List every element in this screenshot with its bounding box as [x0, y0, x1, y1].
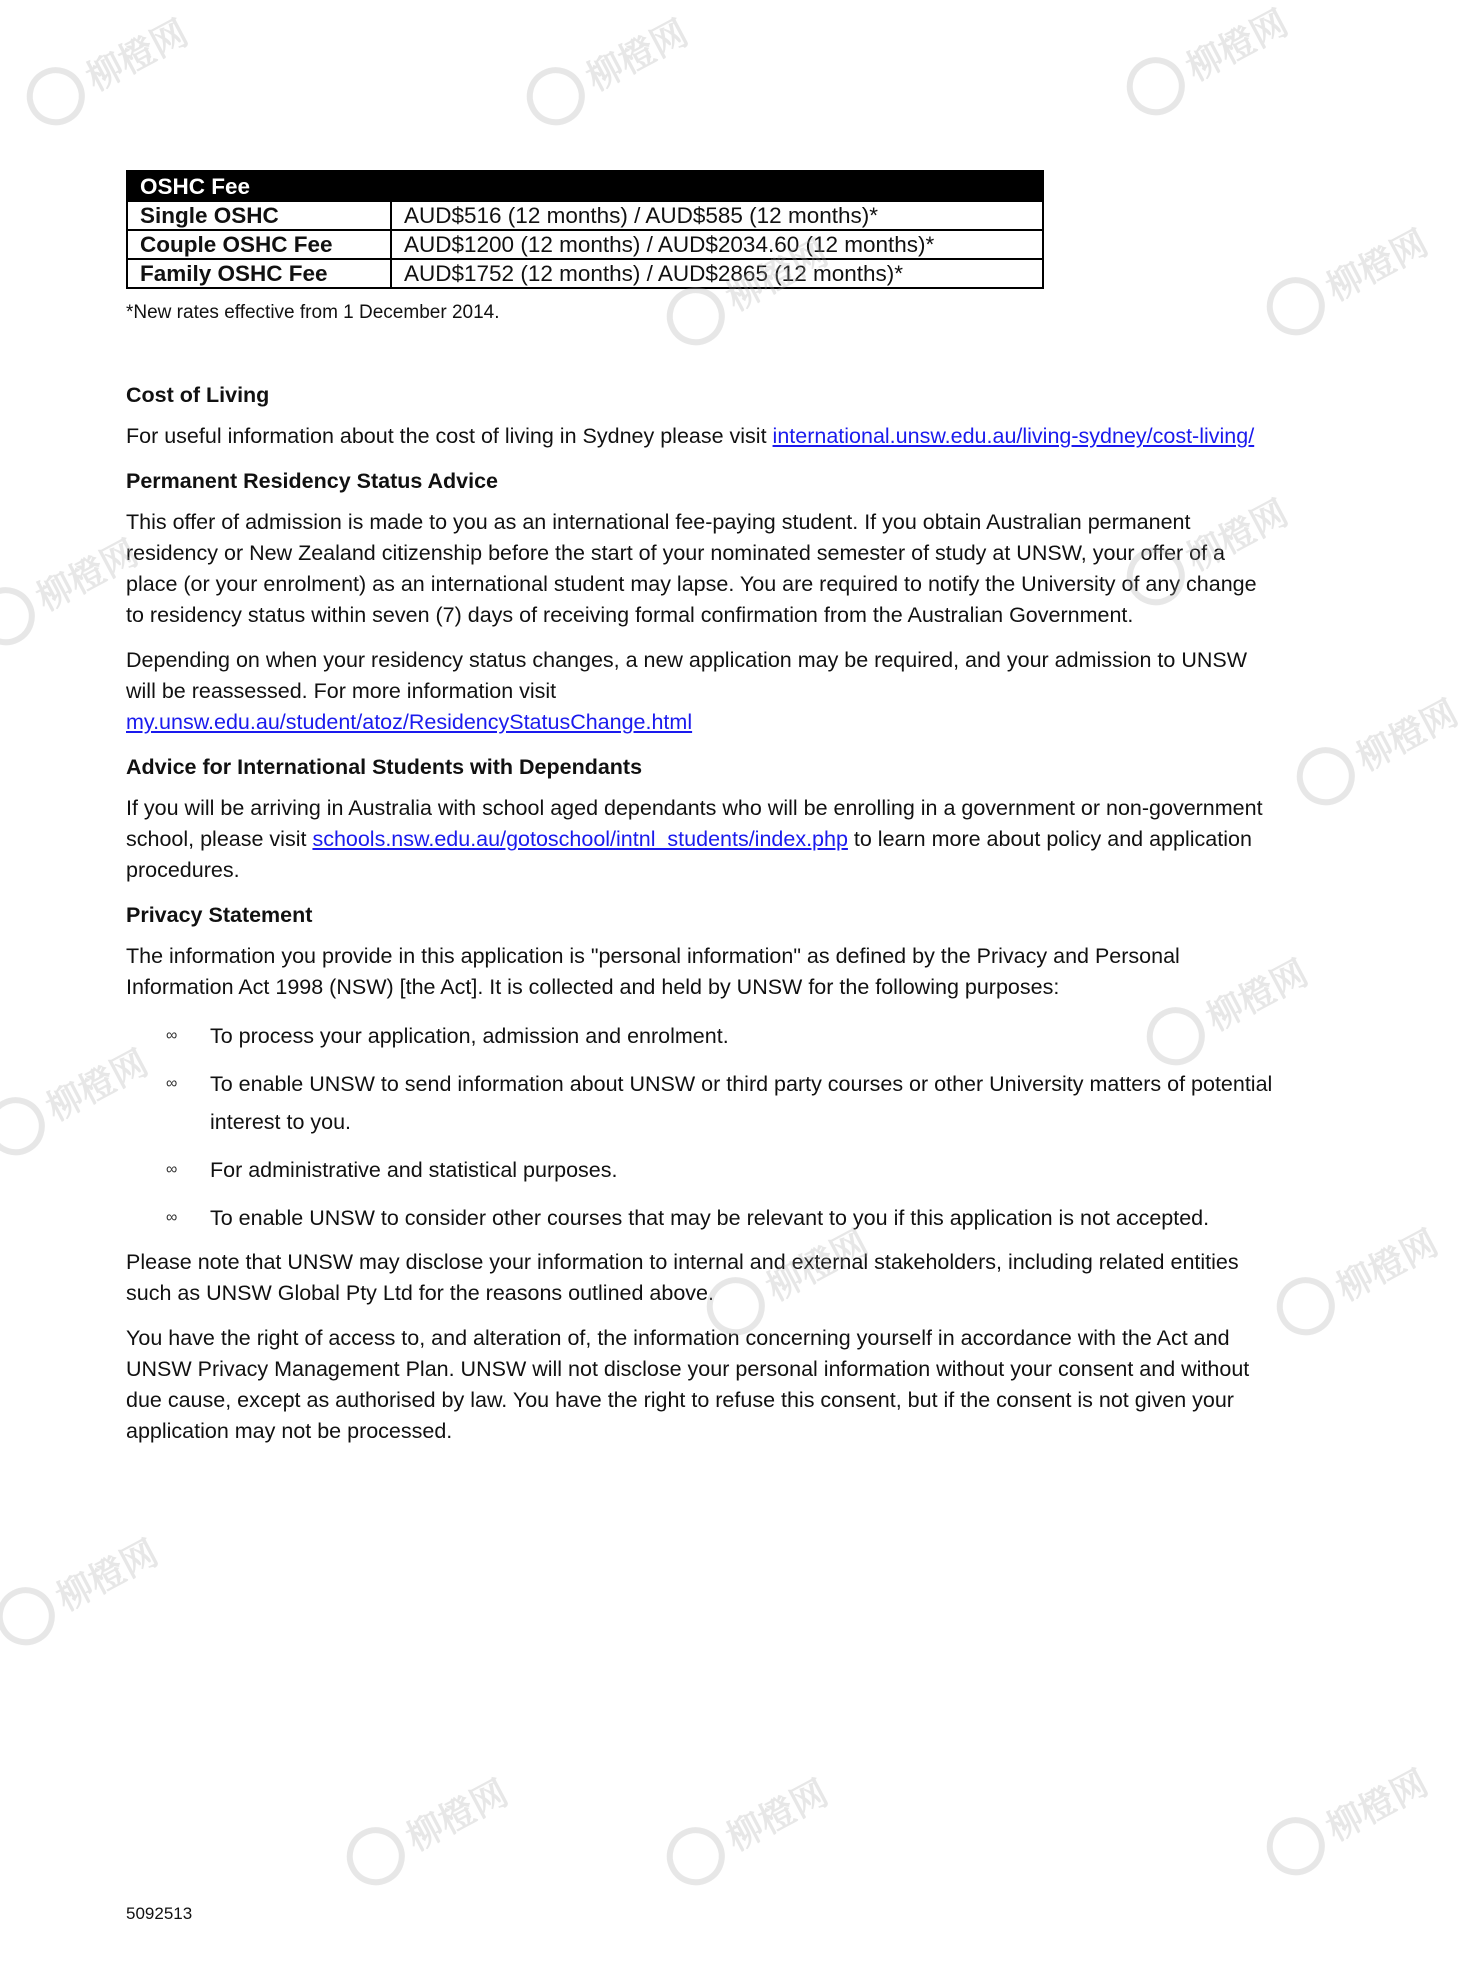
watermark-ring-icon	[0, 1577, 65, 1655]
cost-of-living-link[interactable]: international.unsw.edu.au/living-sydney/cost-living/	[772, 424, 1255, 448]
list-item	[126, 1199, 1276, 1237]
bullet-icon: ∞	[166, 1161, 178, 1178]
paragraph: Please note that UNSW may disclose your information to internal and external stakeholders, including related entities such as UNSW Global Pty Ltd for the reasons outlined above.	[126, 1250, 1239, 1305]
watermark-ring-icon	[337, 1817, 415, 1895]
list-item	[126, 1017, 1276, 1055]
privacy-purposes-list	[126, 1017, 1276, 1237]
list-item	[126, 1065, 1276, 1141]
watermark-logo: 柳橙网	[1287, 683, 1467, 816]
oshc-row-label: Single OSHC	[127, 201, 391, 230]
oshc-row-label: Couple OSHC Fee	[127, 230, 391, 259]
dependants-section	[126, 752, 1276, 886]
paragraph	[126, 793, 1276, 886]
watermark-logo: 柳橙网	[1267, 1213, 1448, 1346]
watermark-logo: 柳橙网	[1257, 1753, 1438, 1886]
watermark-logo: 柳橙网	[0, 1033, 157, 1166]
paragraph-text: to learn more about policy and application procedures.	[126, 827, 1252, 882]
residency-section	[126, 466, 1276, 738]
oshc-fee-table	[126, 170, 1044, 289]
watermark-ring-icon	[0, 1087, 55, 1165]
table-row	[127, 230, 1043, 259]
oshc-table-header-row	[127, 171, 1043, 201]
list-item	[126, 1151, 1276, 1189]
watermark-ring-icon	[1257, 267, 1335, 345]
document-body	[126, 380, 1276, 1461]
watermark-ring-icon	[1267, 1267, 1345, 1345]
watermark-ring-icon	[17, 57, 95, 135]
watermark-logo: 柳橙网	[1257, 213, 1438, 346]
watermark-ring-icon	[657, 1817, 735, 1895]
watermark-logo: 柳橙网	[1137, 943, 1318, 1076]
section-heading: Advice for International Students with Dependants	[126, 755, 643, 779]
cost-of-living-section	[126, 380, 1276, 452]
paragraph: You have the right of access to, and alteration of, the information concerning yourself in accordance with the Act and UNSW Privacy Management Plan. UNSW will not disclose your personal information without your consent and without due cause, except as authorised by law. You have the right to refuse this consent, but if the consent is not given your application may not be processed.	[126, 1326, 1250, 1443]
table-row	[127, 259, 1043, 288]
watermark-logo: 柳橙网	[657, 1763, 838, 1896]
list-item-text: To enable UNSW to send information about UNSW or third party courses or other University matters of potential interest to you.	[210, 1072, 1273, 1134]
section-heading: Privacy Statement	[126, 903, 313, 927]
watermark-ring-icon	[1257, 1807, 1335, 1885]
paragraph-text: If you will be arriving in Australia with school aged dependants who will be enrolling in a government or non-government school, please visit	[126, 796, 1263, 851]
watermark-logo: 柳橙网	[0, 523, 147, 656]
section-heading: Permanent Residency Status Advice	[126, 469, 499, 493]
watermark-logo: 柳橙网	[337, 1763, 518, 1896]
bullet-icon: ∞	[166, 1075, 178, 1092]
watermark-logo: 柳橙网	[1117, 483, 1298, 616]
list-item-text: To enable UNSW to consider other courses that may be relevant to you if this application is not accepted.	[210, 1206, 1210, 1230]
watermark-logo: 柳橙网	[1117, 0, 1298, 125]
oshc-row-value: AUD$1200 (12 months) / AUD$2034.60 (12 months)*	[391, 230, 1043, 259]
oshc-row-value: AUD$516 (12 months) / AUD$585 (12 months)*	[391, 201, 1043, 230]
oshc-row-label: Family OSHC Fee	[127, 259, 391, 288]
watermark-logo: 柳橙网	[0, 1523, 167, 1656]
list-item-text: To process your application, admission and enrolment.	[210, 1024, 729, 1048]
oshc-table-header: OSHC Fee	[127, 171, 1043, 201]
paragraph	[126, 421, 1276, 452]
bullet-icon: ∞	[166, 1209, 178, 1226]
watermark-logo: 柳橙网	[517, 3, 698, 136]
list-item-text: For administrative and statistical purposes.	[210, 1158, 618, 1182]
watermark-ring-icon	[517, 57, 595, 135]
watermark-ring-icon	[0, 577, 45, 655]
watermark-ring-icon	[1117, 47, 1195, 125]
paragraph-text: For useful information about the cost of living in Sydney please visit	[126, 424, 773, 448]
oshc-row-value: AUD$1752 (12 months) / AUD$2865 (12 months)*	[391, 259, 1043, 288]
section-heading: Cost of Living	[126, 383, 270, 407]
watermark-logo: 柳橙网	[697, 1213, 878, 1346]
paragraph: This offer of admission is made to you as an international fee-paying student. If you obtain Australian permanent residency or New Zealand citizenship before the start of your nominated semester of study at UNSW, your offer of a place (or your enrolment) as an international student may lapse. You are required to notify the University of any change to residency status within seven (7) days of receiving formal confirmation from the Australian Government.	[126, 510, 1257, 627]
table-row	[127, 201, 1043, 230]
paragraph-text: Depending on when your residency status changes, a new application may be required, and your admission to UNSW will be reassessed. For more information visit	[126, 648, 1248, 703]
privacy-section	[126, 900, 1276, 1447]
watermark-logo: 柳橙网	[657, 223, 838, 356]
paragraph	[126, 645, 1276, 738]
watermark-logo: 柳橙网	[17, 3, 198, 136]
oshc-footnote: *New rates effective from 1 December 2014.	[126, 302, 500, 323]
schools-nsw-link[interactable]: schools.nsw.edu.au/gotoschool/intnl_students/index.php	[312, 827, 848, 851]
document-number: 5092513	[126, 1904, 193, 1923]
paragraph: The information you provide in this application is "personal information" as defined by the Privacy and Personal Information Act 1998 (NSW) [the Act]. It is collected and held by UNSW for the following purposes:	[126, 944, 1180, 999]
bullet-icon: ∞	[166, 1027, 178, 1044]
residency-status-link[interactable]: my.unsw.edu.au/student/atoz/ResidencyStatusChange.html	[126, 710, 693, 734]
watermark-ring-icon	[1287, 737, 1365, 815]
